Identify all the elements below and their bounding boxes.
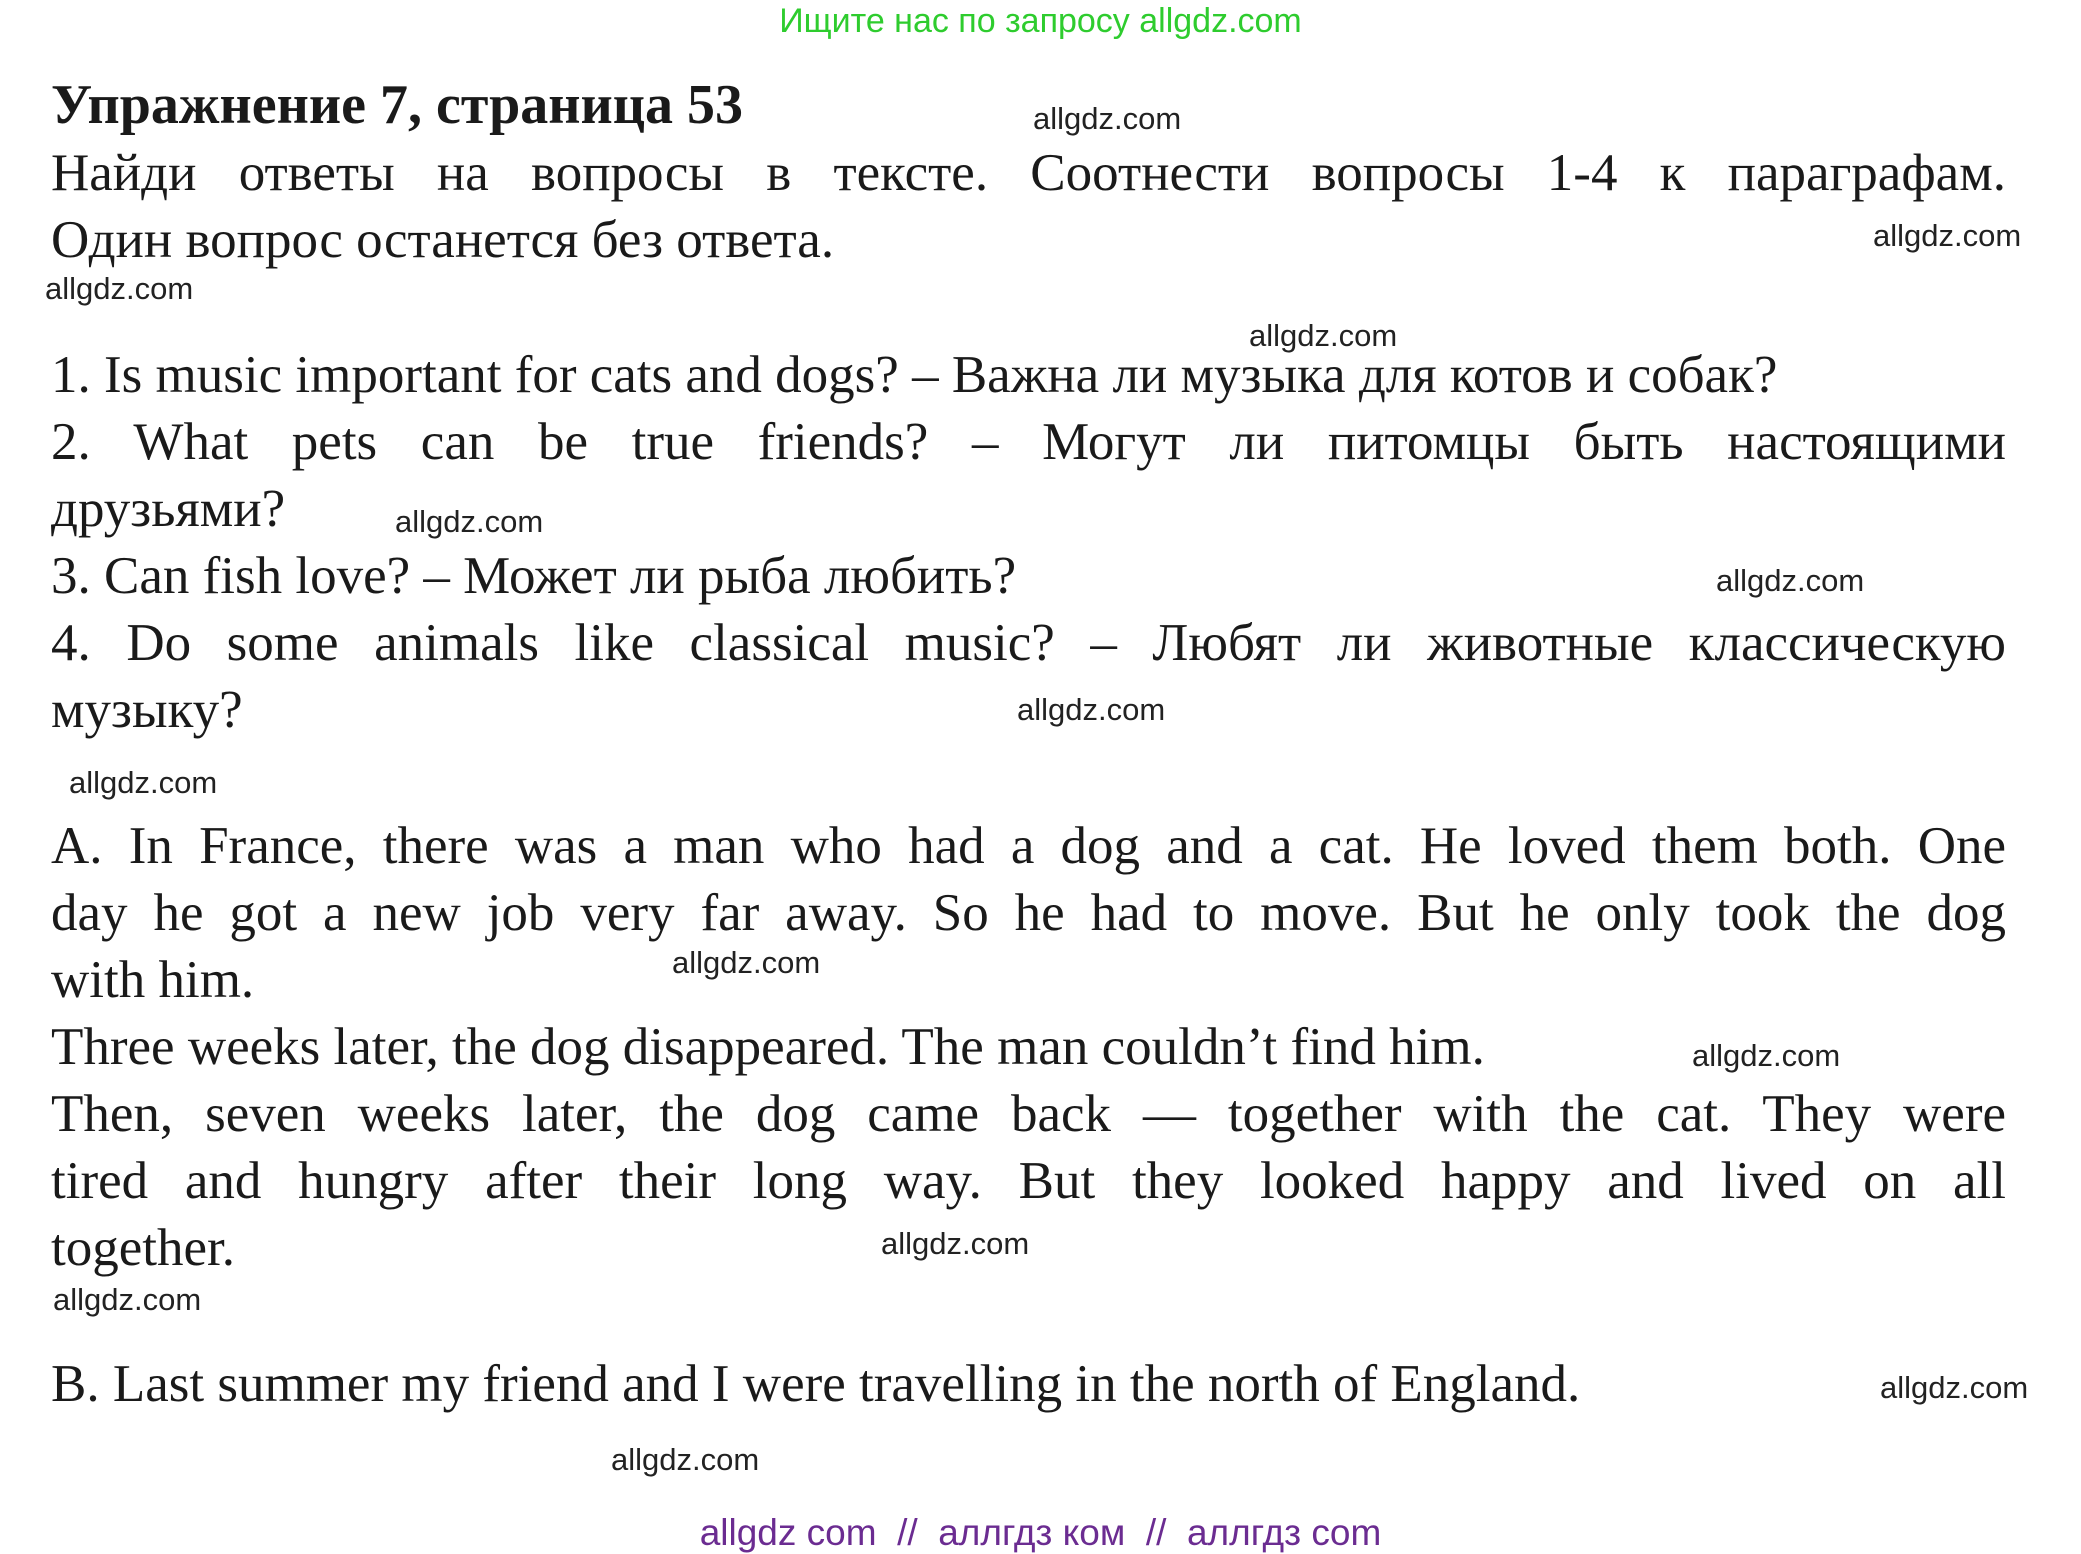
question-4-line-1: 4. Do some animals like classical music? – Любят ли животные классическую [51,614,2006,672]
watermark: allgdz.com [53,1282,202,1317]
watermark: allgdz.com [395,504,544,539]
watermark: allgdz.com [672,945,821,980]
paragraph-a-line-4: Three weeks later, the dog disappeared. The man couldn’t find him. [51,1018,1485,1076]
paragraph-b-line-1: B. Last summer my friend and I were travelling in the north of England. [51,1355,1581,1413]
paragraph-a-line-3: with him. [51,951,255,1009]
watermark: allgdz.com [69,765,218,800]
instructions [51,140,2006,274]
top-banner: Ищите нас по запросу allgdz.com [779,2,1302,40]
watermark: allgdz.com [1880,1370,2029,1405]
watermark: allgdz.com [1692,1038,1841,1073]
paragraph-a-line-6: tired and hungry after their long way. But they looked happy and lived on all [51,1152,2006,1210]
paragraph-a-line-5: Then, seven weeks later, the dog came back — together with the cat. They were [51,1085,2006,1143]
watermark: allgdz.com [45,271,194,306]
paragraph-b [51,1351,2006,1418]
instructions-line-2: Один вопрос останется без ответа. [51,211,835,269]
paragraph-a-line-2: day he got a new job very far away. So he had to move. But he only took the dog [51,884,2006,942]
paragraph-a-line-1: A. In France, there was a man who had a dog and a cat. He loved them both. One [51,817,2006,875]
watermark: allgdz.com [1017,692,1166,727]
question-1: 1. Is music important for cats and dogs? – Важна ли музыка для котов и собак? [51,346,1778,404]
footer-links: allgdz com // аллгдз ком // аллгдз com [699,1512,1382,1553]
question-2-line-2: друзьями? [51,480,286,538]
questions-list [51,342,2006,744]
watermark: allgdz.com [1249,318,1398,353]
watermark: allgdz.com [611,1442,760,1477]
question-2-line-1: 2. What pets can be true friends? – Могут ли питомцы быть настоящими [51,413,2006,471]
question-3: 3. Can fish love? – Может ли рыба любить? [51,547,1017,605]
watermark: allgdz.com [1033,101,1182,136]
page-title: Упражнение 7, страница 53 [51,74,744,136]
watermark: allgdz.com [1873,218,2022,253]
watermark: allgdz.com [881,1226,1030,1261]
question-4-line-2: музыку? [51,681,243,739]
paragraph-a-line-7: together. [51,1219,235,1277]
instructions-line-1: Найди ответы на вопросы в тексте. Соотнести вопросы 1-4 к параграфам. [51,144,2006,202]
watermark: allgdz.com [1716,563,1865,598]
